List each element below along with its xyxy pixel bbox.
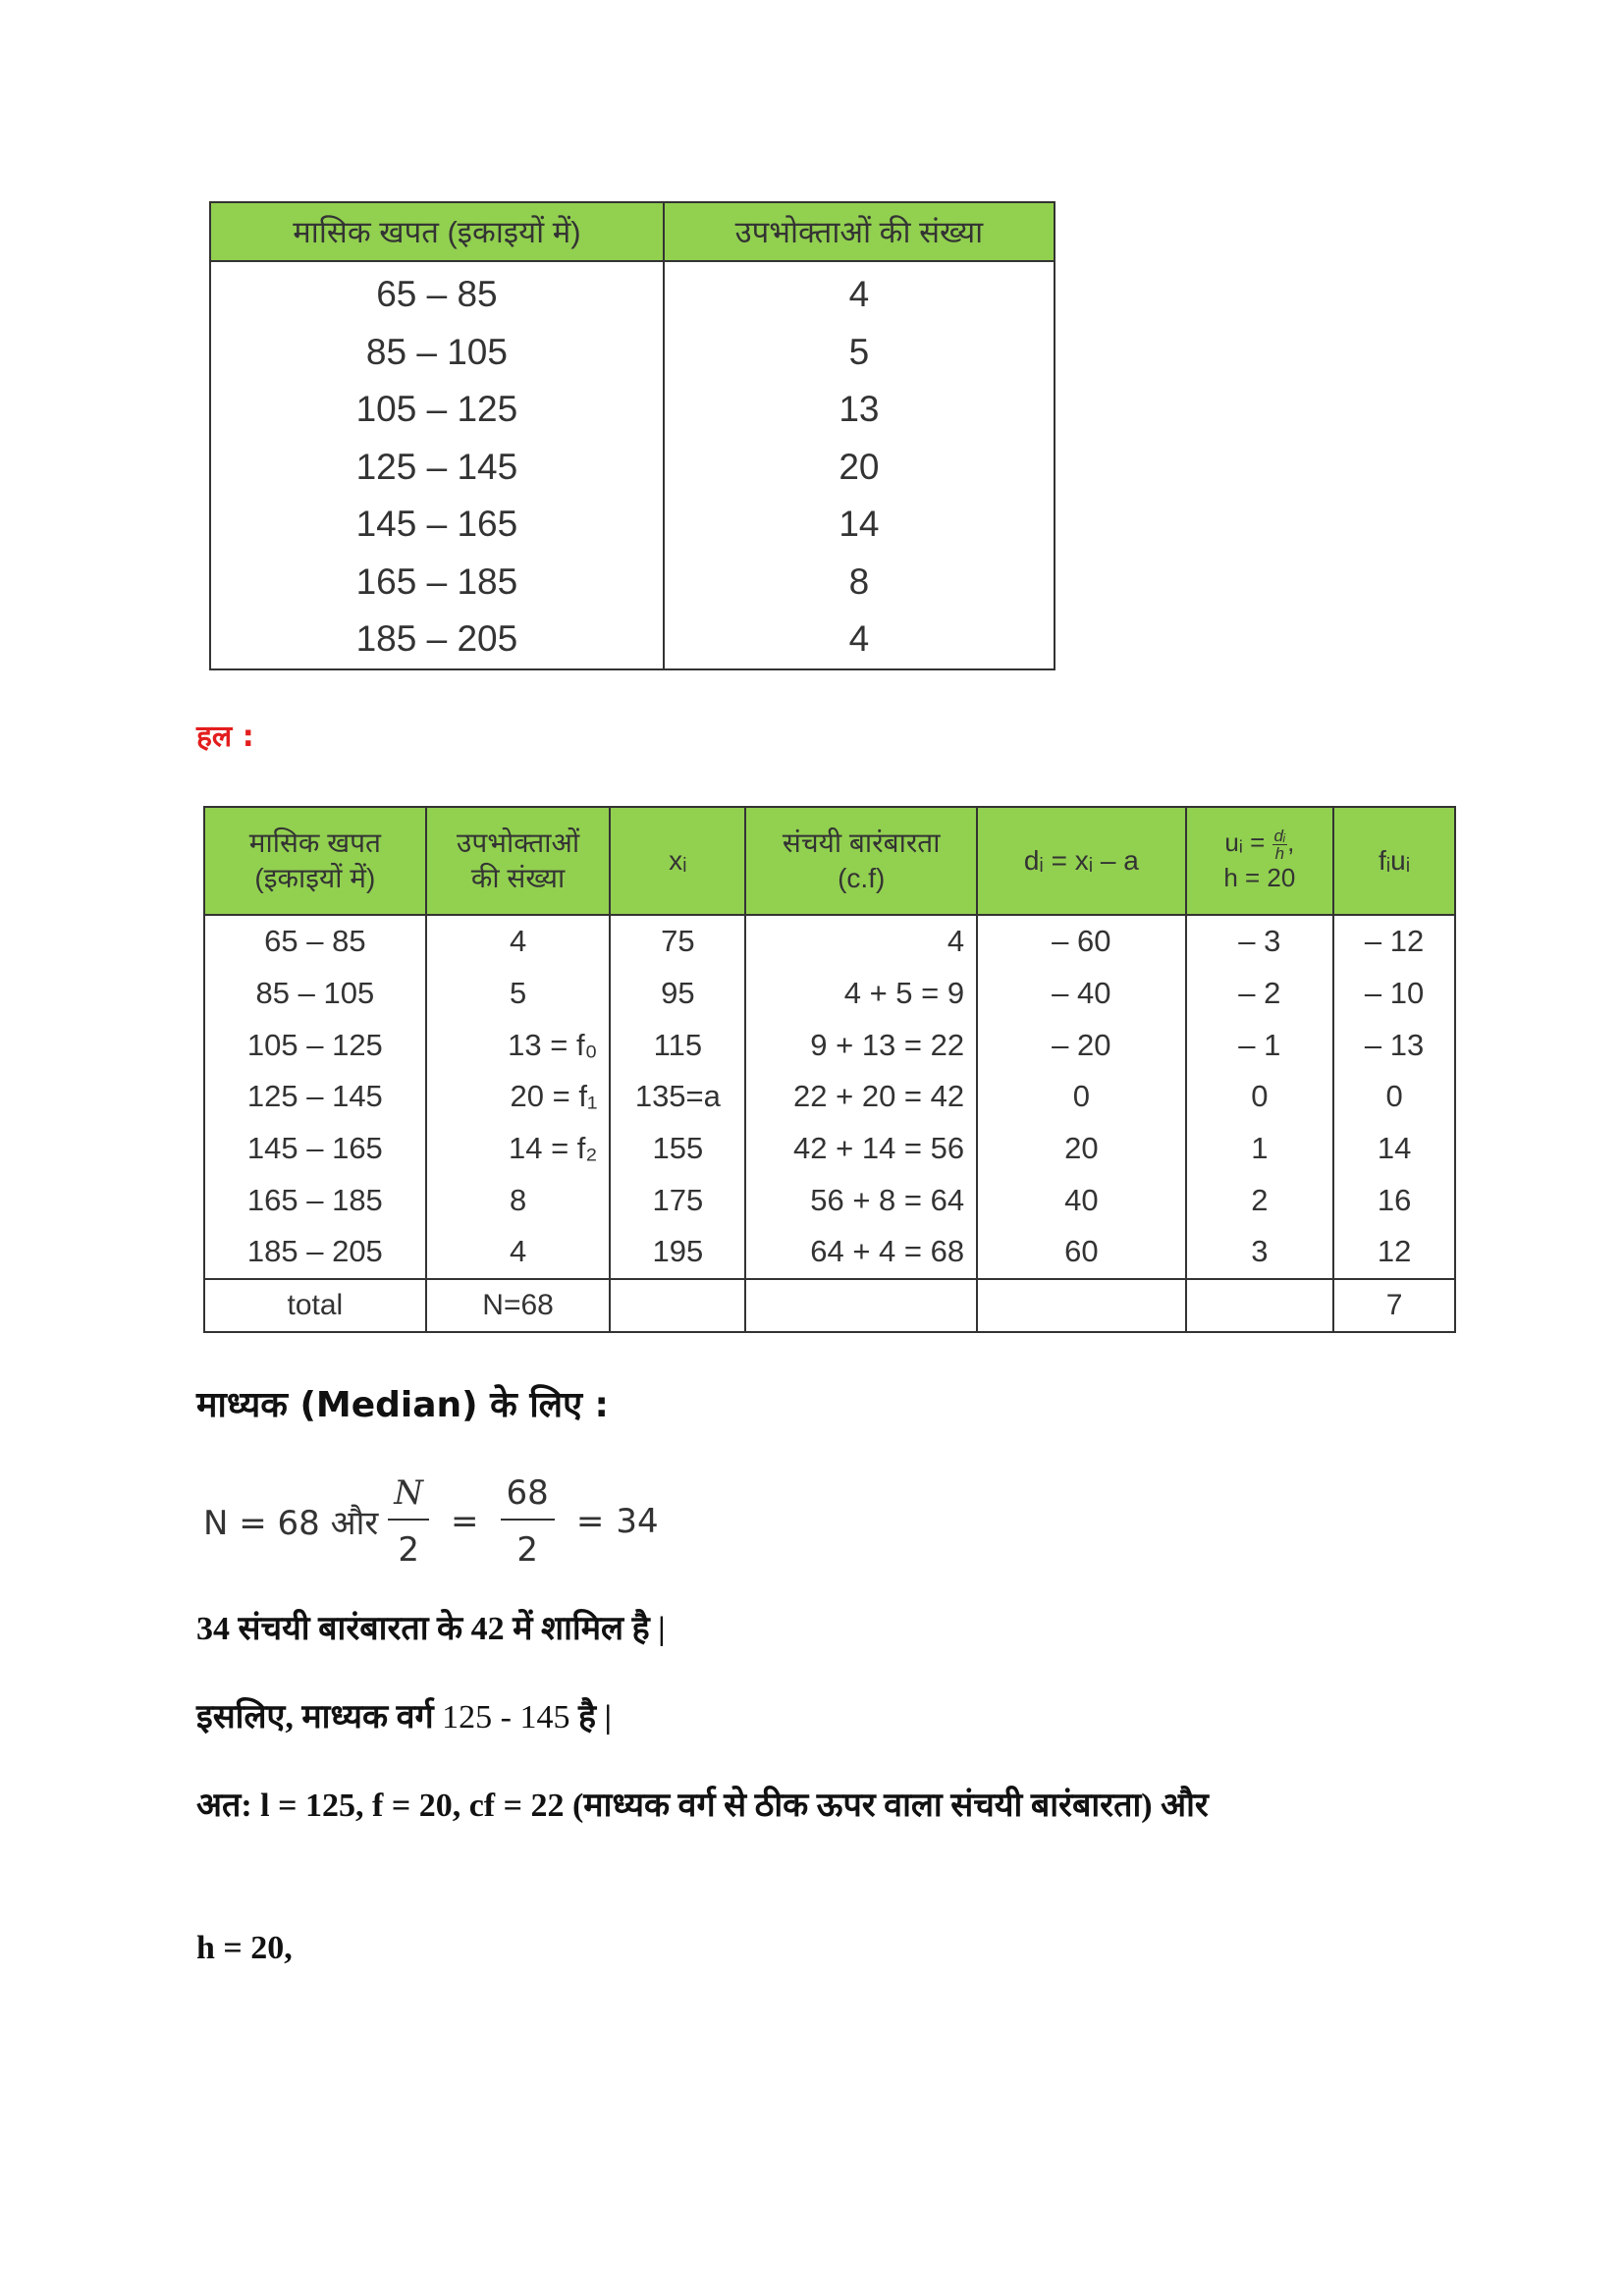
- fraction-numerator: 68: [501, 1473, 555, 1521]
- header-d: dᵢ = xᵢ – a: [977, 807, 1185, 915]
- cumulative-frequency: 42 + 14 = 56: [745, 1123, 977, 1175]
- midpoint: 175: [610, 1174, 745, 1226]
- header-cf: [745, 807, 977, 915]
- total-empty: [745, 1279, 977, 1332]
- solution-heading: हल :: [196, 720, 254, 754]
- table-row: [204, 968, 1455, 1020]
- frequency: 8: [664, 554, 1055, 612]
- fraction-denominator: 2: [398, 1530, 419, 1570]
- paragraph-h-value: h = 20,: [196, 1930, 293, 1966]
- table-row: [204, 1071, 1455, 1123]
- frequency: 8: [426, 1174, 611, 1226]
- frequency: 14 = f₂: [426, 1123, 611, 1175]
- f-times-u: 14: [1333, 1123, 1455, 1175]
- fraction-68-over-2: [501, 1473, 555, 1570]
- header-frequency: [426, 807, 611, 915]
- consumption-table: [209, 201, 1055, 670]
- equals-sign: =: [451, 1502, 479, 1541]
- header-u-line1: uᵢ = $\frac{\text{dᵢ}}{h}$ ,: [1224, 826, 1295, 863]
- u-fraction-numerator: dᵢ: [1273, 826, 1286, 845]
- f-times-u: 0: [1333, 1071, 1455, 1123]
- u-fraction: [1272, 828, 1288, 862]
- class-interval: 145 – 165: [210, 496, 664, 554]
- table-row: [210, 261, 1055, 324]
- cumulative-frequency: 22 + 20 = 42: [745, 1071, 977, 1123]
- class-interval: 185 – 205: [210, 611, 664, 669]
- step-deviation: 2: [1186, 1174, 1334, 1226]
- header-consumer-count: उपभोक्ताओं की संख्या: [664, 202, 1055, 261]
- frequency: 4: [664, 261, 1055, 324]
- step-deviation: 1: [1186, 1123, 1334, 1175]
- class-interval: 145 – 165: [204, 1123, 426, 1175]
- header-class-line2: (इकाइयों में): [254, 863, 376, 893]
- header-frequency-line1: उपभोक्ताओं: [457, 827, 580, 858]
- frequency: 14: [664, 496, 1055, 554]
- deviation: 20: [977, 1123, 1185, 1175]
- equals-sign: =: [575, 1502, 605, 1541]
- table-row: [210, 496, 1055, 554]
- total-empty: [977, 1279, 1185, 1332]
- total-frequency: N=68: [426, 1279, 611, 1332]
- header-u: [1186, 807, 1334, 915]
- frequency: 5: [664, 324, 1055, 382]
- frequency: 13: [664, 381, 1055, 439]
- header-cf-line1: संचयी बारंबारता: [782, 827, 941, 858]
- table-row: [204, 1019, 1455, 1071]
- f-times-u: – 13: [1333, 1019, 1455, 1071]
- class-interval: 185 – 205: [204, 1226, 426, 1279]
- median-heading: माध्यक (Median) के लिए :: [196, 1385, 609, 1425]
- header-u-prefix: uᵢ =: [1224, 828, 1266, 858]
- u-fraction-denominator: h: [1274, 843, 1285, 863]
- total-row: [204, 1279, 1455, 1332]
- cumulative-frequency: 64 + 4 = 68: [745, 1226, 977, 1279]
- frequency: 20 = f₁: [426, 1071, 611, 1123]
- deviation: – 40: [977, 968, 1185, 1020]
- f-times-u: – 10: [1333, 968, 1455, 1020]
- header-u-line2: h = 20: [1223, 862, 1296, 892]
- deviation: 0: [977, 1071, 1185, 1123]
- table-row: [204, 915, 1455, 968]
- class-interval: 125 – 145: [204, 1071, 426, 1123]
- frequency: 5: [426, 968, 611, 1020]
- fraction-denominator: 2: [516, 1530, 538, 1570]
- deviation: 60: [977, 1226, 1185, 1279]
- table-row: [210, 439, 1055, 497]
- paragraph-values: अत: l = 125, f = 20, cf = 22 (माध्यक वर्ग से ठीक ऊपर वाला संचयी बारंबारता) और: [196, 1788, 1209, 1824]
- header-class: [204, 807, 426, 915]
- header-monthly-consumption: मासिक खपत (इकाइयों में): [210, 202, 664, 261]
- class-interval: 85 – 105: [210, 324, 664, 382]
- midpoint: 95: [610, 968, 745, 1020]
- deviation: 40: [977, 1174, 1185, 1226]
- step-deviation: – 2: [1186, 968, 1334, 1020]
- midpoint: 195: [610, 1226, 745, 1279]
- table-row: [204, 1226, 1455, 1279]
- f-times-u: – 12: [1333, 915, 1455, 968]
- total-empty: [610, 1279, 745, 1332]
- header-class-line1: मासिक खपत: [248, 827, 381, 858]
- frequency: 4: [664, 611, 1055, 669]
- paragraph-median-class: [196, 1693, 612, 1741]
- class-interval: 125 – 145: [210, 439, 664, 497]
- midpoint: 155: [610, 1123, 745, 1175]
- cumulative-frequency: 56 + 8 = 64: [745, 1174, 977, 1226]
- midpoint: 115: [610, 1019, 745, 1071]
- total-fu: 7: [1333, 1279, 1455, 1332]
- step-deviation: – 3: [1186, 915, 1334, 968]
- class-interval: 85 – 105: [204, 968, 426, 1020]
- median-formula: [203, 1468, 659, 1575]
- frequency: 4: [426, 1226, 611, 1279]
- cumulative-frequency: 4 + 5 = 9: [745, 968, 977, 1020]
- header-cf-line2: (c.f): [838, 863, 886, 893]
- header-x: xᵢ: [610, 807, 745, 915]
- table-row: [210, 324, 1055, 382]
- fraction-n-over-2: [388, 1473, 429, 1570]
- total-label: total: [204, 1279, 426, 1332]
- median-class-suffix: है |: [577, 1699, 613, 1735]
- class-interval: 65 – 85: [210, 261, 664, 324]
- class-interval: 105 – 125: [204, 1019, 426, 1071]
- frequency: 20: [664, 439, 1055, 497]
- formula-result: 34: [616, 1502, 659, 1541]
- table-row: [204, 1174, 1455, 1226]
- table-row: [210, 611, 1055, 669]
- midpoint: 135=a: [610, 1071, 745, 1123]
- header-fu: fᵢuᵢ: [1333, 807, 1455, 915]
- paragraph-cumulative: 34 संचयी बारंबारता के 42 में शामिल है |: [196, 1611, 666, 1647]
- step-deviation: 3: [1186, 1226, 1334, 1279]
- total-empty: [1186, 1279, 1334, 1332]
- fraction-numerator: N: [388, 1473, 429, 1521]
- frequency: 13 = f₀: [426, 1019, 611, 1071]
- deviation: – 20: [977, 1019, 1185, 1071]
- median-class-value: 125 - 145: [442, 1699, 570, 1735]
- table-row: [210, 381, 1055, 439]
- f-times-u: 12: [1333, 1226, 1455, 1279]
- cumulative-frequency: 9 + 13 = 22: [745, 1019, 977, 1071]
- class-interval: 165 – 185: [210, 554, 664, 612]
- header-frequency-line2: की संख्या: [470, 863, 566, 893]
- table-row: [210, 554, 1055, 612]
- step-deviation: 0: [1186, 1071, 1334, 1123]
- formula-lhs: N = 68 और: [203, 1504, 379, 1543]
- frequency: 4: [426, 915, 611, 968]
- class-interval: 165 – 185: [204, 1174, 426, 1226]
- cumulative-frequency: 4: [745, 915, 977, 968]
- solution-table: [203, 806, 1456, 1333]
- median-class-text: इसलिए, माध्यक वर्ग: [196, 1699, 434, 1735]
- class-interval: 65 – 85: [204, 915, 426, 968]
- midpoint: 75: [610, 915, 745, 968]
- table-row: [204, 1123, 1455, 1175]
- deviation: – 60: [977, 915, 1185, 968]
- class-interval: 105 – 125: [210, 381, 664, 439]
- step-deviation: – 1: [1186, 1019, 1334, 1071]
- f-times-u: 16: [1333, 1174, 1455, 1226]
